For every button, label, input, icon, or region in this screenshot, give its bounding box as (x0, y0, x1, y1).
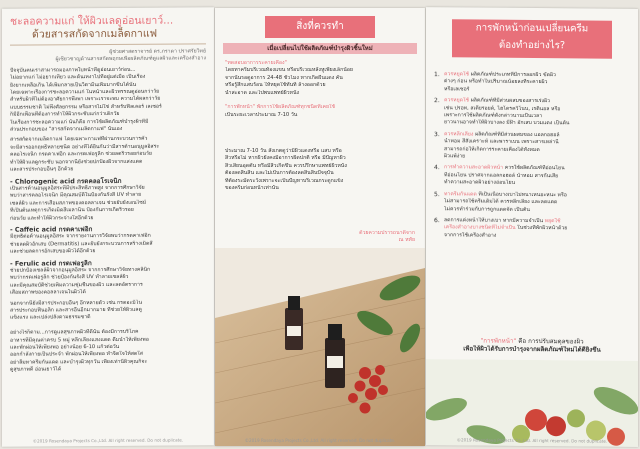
step-line (444, 120, 630, 129)
step-text: ไม่ควรทำร่วมกับการถูกแดดจัด เป็นต้น (444, 205, 530, 213)
guide-title-line2: ต้องทำอย่างไร? (498, 39, 566, 52)
summary-line2: เพื่อให้ผิวได้รับการบำรุงจากผลิตภัณฑ์ใหม่ได้ดียิ่งขึ้น (463, 345, 601, 354)
closing-line: อาหารที่มีคุณค่าครบ 5 หมู่ หลีกเลี่ยงแสงแดด ดื่มน้ำให้เพียงพอ (10, 336, 149, 344)
intro-line: แบบธรรมชาติ ไม่พึ่งศัลยกรรม หรือสารไม่ใช่ สำหรับฟิลเลอร์ เลเซอร์ (10, 103, 162, 111)
copyright-footer: ©2019 Rosendaya Projects Co.,Ltd. All right reserved. Do not duplicate. (32, 437, 184, 444)
closing-line: แข็งแรง และเปล่งปลั่งตามธรรมชาติ (10, 314, 91, 322)
intro-line: ในเรื่องการชะลอความแก่ นั้นก็คือ การใช้ผลิตภัณฑ์บำรุงผิวที่มี (10, 118, 149, 126)
coffee-line: ทำให้ผิวแลดูกระชับ นอกจากนี้ยังช่วยปกป้องผิวจากแสงแดด (10, 158, 143, 166)
author-name: ผู้ช่วยศาสตราจารย์ ดร.ภราดา ปราศรัยวิทย์ (109, 48, 206, 55)
step-text: ทำความสะอาดผิวอย่างอ่อนโยน (444, 179, 516, 187)
panel-skin-rest-guide (426, 7, 638, 447)
step-line (444, 180, 630, 189)
step-number: 1. (434, 71, 440, 79)
highlight-text: ควรหยุดใช้ (444, 71, 470, 78)
body-line: ที่ต้องระมัดระวังเพราะจะเป็นปัญหาบริเวณกระดูกแข็ง (225, 177, 344, 184)
signature-line1: ด้วยความปรารถนาดีจาก (359, 230, 415, 236)
compound-sections (10, 176, 206, 297)
summary-quote (436, 337, 628, 355)
highlight-text: ควรหยุดใช้ (444, 97, 470, 104)
author-title: ผู้เชี่ยวชาญด้านสารสกัดพฤกษเพื่อผลิตภัณฑ์ดูแลผิวและเครื่องสำอาง (55, 55, 206, 63)
highlight-text: หยุดใช้ (543, 218, 561, 225)
guide-step (434, 165, 630, 189)
highlight-text: การทำความสะอาดผิวหน้า (444, 164, 504, 172)
coffee-line: คลอโรเจนิก กรดคาเฟอิก และกรดเฟอรูลิก ช่วยลดริ้วรอยก่อนวัย (10, 150, 152, 158)
guide-step (434, 217, 630, 241)
signature (225, 230, 415, 245)
compound-line: ช่วยลดผิวอักเสบ (Dermatitis) และยับยั้งกระบวนการสร้างเม็ดสี (10, 240, 153, 248)
panel1-title-line2: ด้วยสารสกัดจากเมล็ดกาแฟ (32, 27, 158, 41)
compound-heading: - Chlorogenic acid กรดคลอโรเจนิก (10, 176, 122, 186)
guide-step (434, 97, 630, 128)
body-line: หรือรู้สึกแสบร้อน ให้หยุดใช้ทันที ล้างออกด้วย (225, 82, 326, 89)
compound-line: เสื่อมสภาพของคอลลาเจนในผิวได้ (10, 289, 86, 296)
closing-line: และพักผ่อนให้เพียงพอ อย่างน้อย 6-10 แก้วต่อวัน (10, 343, 120, 351)
step-text: ยาวนานอาจทำให้ผิวบางลง มีฝ้า อักเสบ บวมแดง เป็นต้น (444, 119, 570, 127)
guide-step (434, 191, 630, 215)
intro-line: ยิ่งยากเหลือเกิน ได้เพิ่มกลายเป็นวิตามินเพิ่มมากขึ้นได้นั้น (10, 81, 137, 89)
step-number: 3. (434, 130, 440, 139)
step-text: เช่น ปรอท, สเตียรอยด์, ไฮโดรควิโนน, เรตินอล หรือ (444, 104, 561, 112)
product-photo (215, 248, 425, 446)
compound-heading: - Caffeic acid กรดคาเฟอิก (10, 225, 93, 234)
closing-line: สารประกอบฟีนอลิก และสารอื่นอีกมากมาย ที่ช่วยให้ผิวแลดู (10, 306, 142, 314)
guide-title-box (452, 19, 612, 58)
closing-line: ออกกำลังกายเป็นประจำ พักผ่อนให้เพียงพอ ทำจิตใจให้สดใส (10, 351, 143, 359)
intro-line: โดยเฉพาะเรื่องการชะลอความแก่ ในหน้าและผิวพรรณดูอ่อนกว่าวัย (10, 88, 160, 96)
compound-line: ก่อนวัย และทำให้ผิวกระจ่างใสอีกด้วย (10, 214, 94, 222)
compound-line: พบว่าสารคลอโรเจนิก มีคุณสมบัติในป้องกันรังสี UV ทำลาย (10, 192, 142, 199)
guide-steps-list (434, 71, 630, 245)
subtitle-bar: เมื่อเปลี่ยนไปใช้ผลิตภัณฑ์บำรุงผิวชิ้นใหม่ (223, 43, 417, 54)
step-line (444, 86, 630, 95)
closing-paragraph (10, 299, 206, 374)
body-line: ของครีมก่อนหน้าเท่านั้น (225, 185, 279, 192)
body-line: ประมาณ 7-10 วัน สังเกตดูว่ามีผิวแดงหรือ แสบ หรือ (225, 148, 342, 154)
step-text: ที่เป็นเนื้อบางเบาไม่หนาเหนอะหนะ หรือ (476, 191, 567, 198)
step-line (444, 206, 630, 215)
step-number: 5. (434, 190, 440, 198)
highlight-text: เครื่องสำอางบางชนิดที่ไม่จำเป็น (444, 224, 516, 232)
body-line: "การพักหน้า" พักการใช้ผลิตภัณฑ์ทุกชนิดที่เคยใช้ (225, 104, 336, 111)
coffee-line: จะมีสารออกฤทธิ์หลายชนิด อย่างที่ได้ยินกันว่ามีสารต้านอนุมูลอิสระ (10, 143, 160, 151)
closing-line: อย่างไรก็ตาม...การดูแลสุขภาพผิวที่ดีนั้น ต้องมีการบริโภค (10, 329, 139, 336)
step-text: เพราะการใช้ผลิตภัณฑ์ดังกล่าวนานเป็นเวลา (444, 112, 543, 120)
body-line (225, 97, 415, 104)
step-text: สามารถก่อให้เกิดการระคายเคืองได้ทั้งหมด (444, 145, 540, 153)
panel1-title-line1: ชะลอความแก่ ให้ผิวแลดูอ่อนเยาว์... (10, 14, 174, 28)
signature-line2: ณ หทัย (398, 237, 415, 244)
step-text: ผลิตภัณฑ์ประเภทที่มีการลอกผิว ขัดผิว (469, 71, 556, 79)
body-line: โดยทาครีมบริเวณท้องแขน หรือบริเวณหลังหูเพียงเล็กน้อย (225, 67, 353, 74)
step-text: หรือเลเซอร์ (444, 86, 470, 93)
summary-line1: "การพักหน้า" คือ การปรับสมดุลของผิว (480, 337, 584, 346)
body-line: สิวเสี้ยนอุดตัน หรือมีสิวเกิดขึ้น ควรปรึกษาแพทย์ผิวหนัง (225, 162, 347, 169)
compound-heading: - Ferulic acid กรดเฟอรูลิก (10, 258, 92, 268)
step-text: จากการใช้เครื่องสำอาง (444, 231, 497, 239)
step-text: ไม่สามารถใช้ครีมเดิมได้ ควรหลีกเลี่ยง และลดแดด (444, 198, 558, 206)
step-number: 4. (434, 164, 440, 172)
step-line (444, 232, 630, 241)
step-text: ในช่วงที่พักผิวหน้าด้วย (515, 225, 568, 232)
guide-title-line1: การพักหน้าก่อนเปลี่ยนครีม (475, 22, 589, 35)
compound-line: พบว่ากรดเฟอรูลิก ช่วยป้องกันรังสี UV ทำลายเซลล์ผิว (10, 274, 129, 282)
body-line: ต้องลดสิ้นสิ้น และไม่เป็นการต้องลดสิ้นสิ้นปัจจุบัน (225, 170, 334, 177)
copyright-footer: ©2019 Rosendaya Projects Co.,Ltd. All right reserved. Do not duplicate. (456, 437, 608, 444)
step-line (444, 153, 630, 162)
step-text: ควรใช้ผลิตภัณฑ์ที่อ่อนโยน (503, 165, 565, 172)
compound-line: มีฤทธิ์ต่อต้านอนุมูลอิสระ จากรายงานการวิจัยพบว่ากรดคาเฟอิก (10, 233, 151, 241)
skin-rest-text (225, 148, 415, 192)
intro-line: ก็มีอีกเพื่อนที่ต้องการทำให้ผิวกระชับแก่กว่าเด็กวัย (10, 111, 120, 118)
intro-line: ปัจจุบันคนเราสามารถมองภาพใบหน้าที่ดูอ่อนเยาว์ก่อน... (10, 66, 136, 74)
what-to-do-banner: สิ่งที่ควรทำ (265, 16, 375, 38)
body-line: สิวหรือไม่ หากผิวยังคงมีอาการผิดปกติ หรือ มีปัญหาผิว (225, 155, 346, 162)
panel1-body (10, 63, 206, 374)
closing-line: ดูสุขภาพดี อ่อนเยาว์ได้ (10, 366, 62, 373)
intro-line: ส่วนประกอบของ "สารสกัดจากเมล็ดกาแฟ" นั่นเอง (10, 125, 123, 133)
panel-coffee-extract (2, 7, 214, 446)
compound-line: ช่วยปกป้องเซลล์ผิวจากอนุมูลอิสระ จากการศึกษาวิจัยทางคลินิก (10, 266, 151, 274)
intro-paragraph (10, 66, 206, 134)
step-text: ที่อ่อนโยน ปราศจากแอลกอฮอล์ น้ำหอม สารกันเสีย (444, 172, 559, 180)
guide-step (434, 131, 630, 162)
compound-line: และมีคุณสมบัติช่วยเพิ่มความชุ่มชื้นของผิว และลดอัตราการ (10, 281, 143, 289)
compound-line: เป็นสารต้านอนุมูลอิสระที่มีประสิทธิภาพสูง จากการศึกษาวิจัย (10, 184, 145, 192)
coffee-line: สารสกัดจากเมล็ดกาแฟ โดยเฉพาะกาแฟที่ผ่านกระบวนการคั่ว (10, 136, 148, 144)
title-divider (10, 43, 206, 45)
step-text: ผลิตภัณฑ์ที่มีส่วนผสมของ แอลกอฮอล์ (473, 131, 560, 139)
closing-line: อย่าลืมทาครีมกันแดด และบำรุงผิวทุกวัน เพียงเท่านี้ผิวคุณก็จะ (10, 358, 148, 366)
patch-test-text (225, 60, 415, 119)
serum-bottle-icon (325, 324, 345, 388)
closing-line: นอกจากนี้ยังมีสารประกอบอื่นๆ อีกหลายตัว เช่น กรดอะมิโน (10, 299, 142, 307)
panel-what-to-do (215, 8, 425, 446)
highlight-text: ควรหลีกเลี่ยง (444, 131, 474, 138)
coffee-plant-photo (426, 359, 638, 447)
highlight-text: ทาครีมกันแดด (444, 190, 477, 198)
body-line: จากนั้นรอดูอาการ 24-48 ชั่วโมง หากเกิดผื่นแดง คัน (225, 74, 343, 81)
guide-step (434, 71, 630, 95)
body-line: น้ำสะอาด และไปพบแพทย์ผิวหนัง (225, 89, 300, 96)
body-line: "ทดสอบอาการระคายเคือง" (225, 60, 287, 66)
body-line: เป็นระยะเวลาประมาณ 7-10 วัน (225, 111, 298, 118)
compound-line: และช่วยลดการอักเสบของผิวได้อีกด้วย (10, 248, 96, 255)
copyright-footer: ©2019 Rosendaya Projects Co.,Ltd. All right reserved. Do not duplicate. (244, 438, 396, 443)
step-text: น้ำหอม สีสังเคราะห์ และพาราเบน เพราะสารเหล่านี้ (444, 138, 559, 146)
compound-line: เซลล์ผิว และการเสื่อมสภาพของคอลลาเจน ช่วยยับยั้งเอนไซม์ (10, 199, 147, 207)
step-text: ผิวแพ้ง่าย (444, 153, 466, 160)
intro-line: สำหรับผิวที่ไม่ต้องอาศัยการพึ่งพา เพราะเราจะพบ ความได้ผลกว่าวัย (10, 96, 161, 104)
coffee-paragraph (10, 136, 206, 174)
coffee-line: และสารประกอบอื่นๆ อีกด้วย (10, 166, 74, 173)
step-text: ลดการแต่งหน้าให้บางเบา หากมีความจำเป็น (444, 217, 544, 225)
step-text: ผลิตภัณฑ์ที่มีส่วนผสมของสารเร่งผิว (469, 97, 551, 105)
step-number: 2. (434, 97, 440, 105)
intro-line: ไม่อยากแก่ ไม่อยากเที่ยว และต้นเหงาไปที่อยู่แต่เมื่อ เป็นเรื่อง (10, 73, 146, 81)
compound-line: ที่เป็นต้นเหตุการเกิดเม็ดสีเมลานิน ป้องกันการเกิดริ้วรอย (10, 206, 134, 214)
step-number: 6. (434, 217, 440, 225)
step-text: ต่างๆ ก่อน หรือทำในปริมาณน้อยลงที่ระคายผิว (444, 78, 548, 86)
